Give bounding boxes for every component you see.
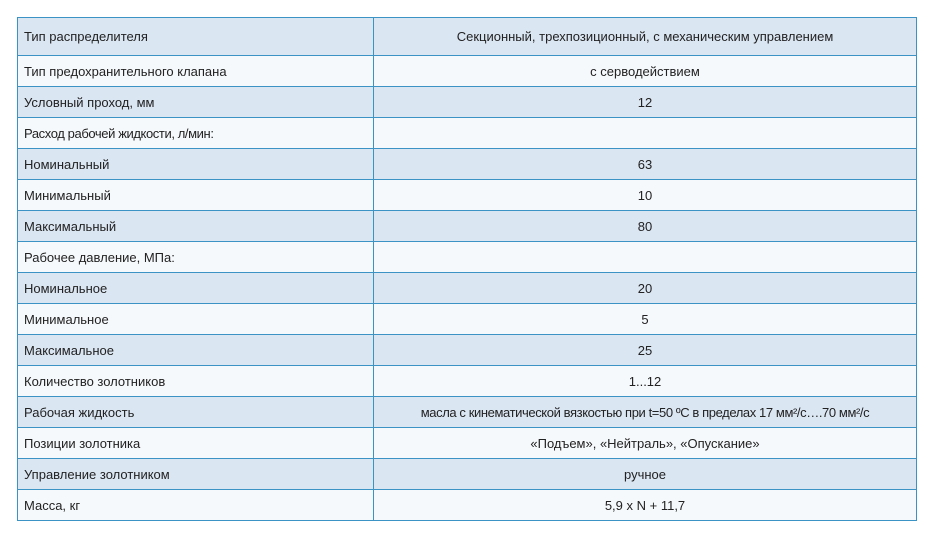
param-cell: Номинальный xyxy=(18,149,374,180)
table-row xyxy=(18,180,917,211)
param-cell: Управление золотником xyxy=(18,459,374,490)
table-row xyxy=(18,490,917,521)
value-cell: 10 xyxy=(374,180,917,211)
table-row xyxy=(18,273,917,304)
value-cell: Секционный, трехпозиционный, с механическим управлением xyxy=(374,18,917,56)
value-cell: 5 xyxy=(374,304,917,335)
param-cell: Расход рабочей жидкости, л/мин: xyxy=(18,118,374,149)
param-cell: Максимальный xyxy=(18,211,374,242)
spec-table-container xyxy=(17,17,916,521)
param-cell: Максимальное xyxy=(18,335,374,366)
param-cell: Минимальное xyxy=(18,304,374,335)
value-cell: 63 xyxy=(374,149,917,180)
param-cell: Тип предохранительного клапана xyxy=(18,56,374,87)
value-cell xyxy=(374,118,917,149)
param-cell: Тип распределителя xyxy=(18,18,374,56)
table-row xyxy=(18,428,917,459)
param-cell: Минимальный xyxy=(18,180,374,211)
table-row xyxy=(18,118,917,149)
table-row xyxy=(18,459,917,490)
specifications-table xyxy=(17,17,917,521)
table-row xyxy=(18,56,917,87)
value-cell: 12 xyxy=(374,87,917,118)
param-cell: Масса, кг xyxy=(18,490,374,521)
value-cell: 25 xyxy=(374,335,917,366)
value-cell: с серводействием xyxy=(374,56,917,87)
table-row xyxy=(18,335,917,366)
value-cell: 20 xyxy=(374,273,917,304)
value-cell xyxy=(374,242,917,273)
table-row xyxy=(18,211,917,242)
param-cell: Рабочая жидкость xyxy=(18,397,374,428)
table-row xyxy=(18,397,917,428)
value-cell: ручное xyxy=(374,459,917,490)
value-cell: масла с кинематической вязкостью при t=50 ºС в пределах 17 мм²/с….70 мм²/с xyxy=(374,397,917,428)
table-row xyxy=(18,87,917,118)
table-row xyxy=(18,149,917,180)
param-cell: Количество золотников xyxy=(18,366,374,397)
param-cell: Условный проход, мм xyxy=(18,87,374,118)
table-row xyxy=(18,18,917,56)
value-cell: 1...12 xyxy=(374,366,917,397)
param-cell: Номинальное xyxy=(18,273,374,304)
table-row xyxy=(18,366,917,397)
table-row xyxy=(18,242,917,273)
value-cell: 80 xyxy=(374,211,917,242)
value-cell: 5,9 х N + 11,7 xyxy=(374,490,917,521)
param-cell: Позиции золотника xyxy=(18,428,374,459)
value-cell: «Подъем», «Нейтраль», «Опускание» xyxy=(374,428,917,459)
param-cell: Рабочее давление, МПа: xyxy=(18,242,374,273)
table-row xyxy=(18,304,917,335)
